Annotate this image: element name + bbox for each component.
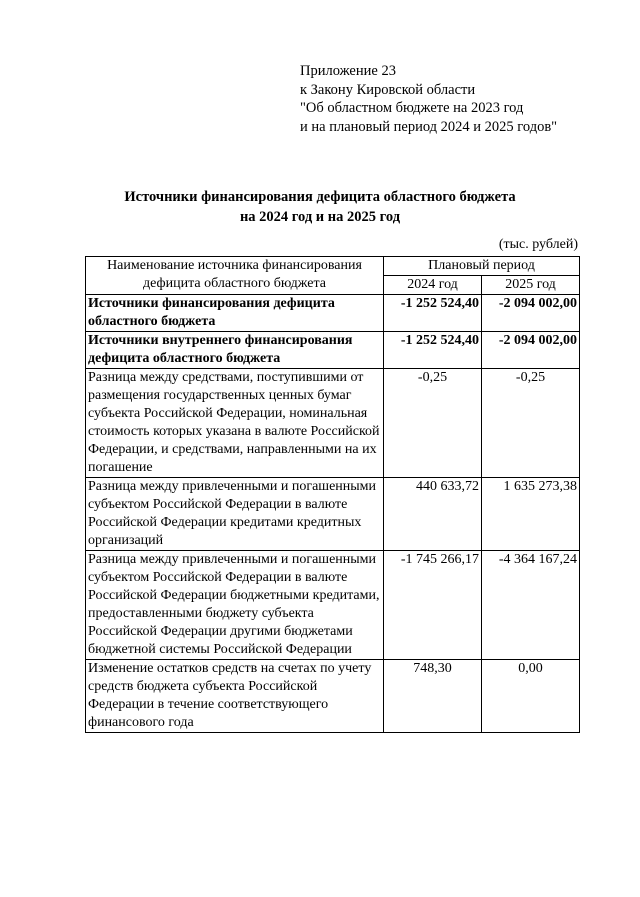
table-row <box>86 295 580 332</box>
column-header-name: Наименование источника финансирования дефицита областного бюджета <box>86 257 384 295</box>
appendix-line-3: "Об областном бюджете на 2023 год <box>300 100 524 116</box>
row-value-2025: 1 635 273,38 <box>482 478 580 551</box>
row-name: Источники внутреннего финансирования дефицита областного бюджета <box>86 332 384 369</box>
table-row <box>86 660 580 733</box>
table-row <box>86 332 580 369</box>
row-value-2025: -2 094 002,00 <box>482 295 580 332</box>
row-value-2025: 0,00 <box>482 660 580 733</box>
title-line-1: Источники финансирования дефицита областного бюджета <box>124 189 516 205</box>
row-name: Разница между средствами, поступившими от размещения государственных ценных бумаг субъекта Российской Федерации, номинальная стоимость которых указана в валюте Российской Федерации, и средствами, направленными на их погашение <box>86 369 384 478</box>
row-value-2024: 748,30 <box>384 660 482 733</box>
column-header-planned-period: Плановый период <box>384 257 580 276</box>
appendix-line-2: к Закону Кировской области <box>300 81 476 98</box>
column-header-2025: 2025 год <box>482 276 580 295</box>
row-name: Разница между привлеченными и погашенными субъектом Российской Федерации в валюте Российской Федерации кредитами кредитных организаций <box>86 478 384 551</box>
appendix-line-1: Приложение 23 <box>300 63 396 79</box>
row-value-2024: 440 633,72 <box>384 478 482 551</box>
title-line-2: на 2024 год и на 2025 год <box>239 209 401 225</box>
row-name: Разница между привлеченными и погашенными субъектом Российской Федерации в валюте Российской Федерации бюджетными кредитами, предоставленными бюджету субъекта Российской Федерации другими бюджетами бюджетной системы Российской Федерации <box>86 551 384 660</box>
column-header-2024: 2024 год <box>384 276 482 295</box>
row-name: Источники финансирования дефицита областного бюджета <box>86 295 384 332</box>
row-value-2024: -0,25 <box>384 369 482 478</box>
financing-sources-table <box>85 256 580 733</box>
table-row <box>86 478 580 551</box>
table-row <box>86 369 580 478</box>
row-value-2025: -0,25 <box>482 369 580 478</box>
document-title <box>0 187 640 227</box>
appendix-header <box>300 62 557 136</box>
units-label: (тыс. рублей) <box>498 237 578 252</box>
table-row <box>86 551 580 660</box>
row-value-2024: -1 745 266,17 <box>384 551 482 660</box>
appendix-line-4: и на плановый период 2024 и 2025 годов" <box>300 118 558 135</box>
row-value-2024: -1 252 524,40 <box>384 295 482 332</box>
row-value-2025: -4 364 167,24 <box>482 551 580 660</box>
row-value-2025: -2 094 002,00 <box>482 332 580 369</box>
row-name: Изменение остатков средств на счетах по учету средств бюджета субъекта Российской Федерации в течение соответствующего финансового года <box>86 660 384 733</box>
row-value-2024: -1 252 524,40 <box>384 332 482 369</box>
